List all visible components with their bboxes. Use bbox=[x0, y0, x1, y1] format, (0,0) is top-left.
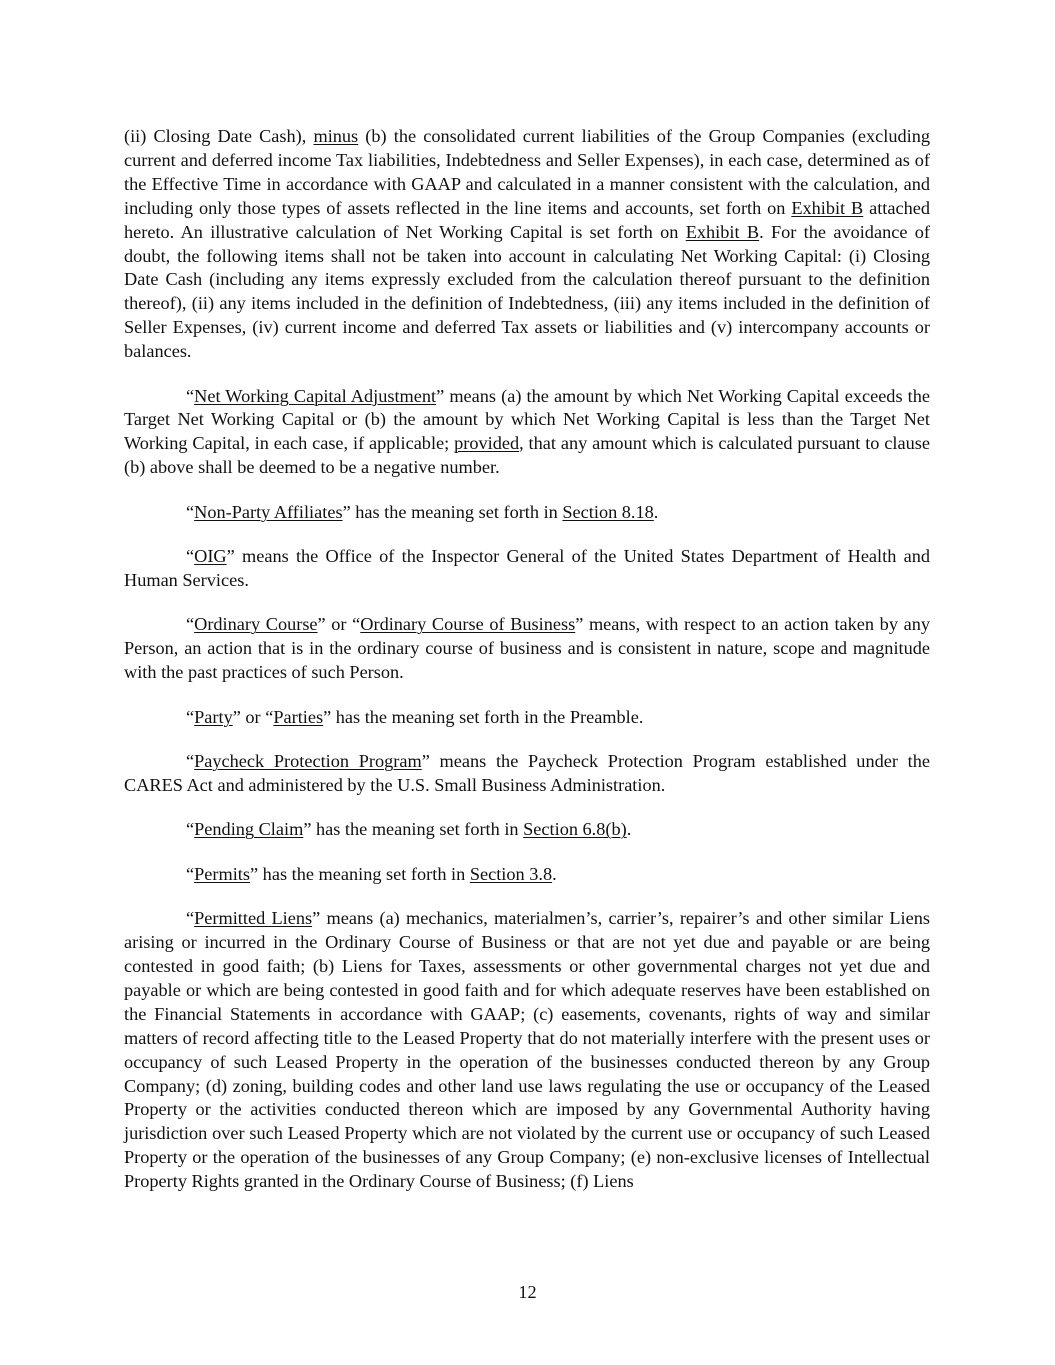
document-body bbox=[124, 125, 930, 1215]
definition-party: “Party” or “Parties” has the meaning set forth in the Preamble. bbox=[186, 706, 644, 727]
page-number: 12 bbox=[518, 1282, 537, 1302]
exhibit-reference: Exhibit B bbox=[685, 221, 760, 242]
defined-term: Paycheck Protection Program bbox=[194, 751, 422, 772]
section-reference: Section 3.8 bbox=[469, 863, 553, 884]
definition-pending-claim: “Pending Claim” has the meaning set forth in Section 6.8(b). bbox=[186, 819, 632, 840]
defined-term: Non-Party Affiliates bbox=[194, 501, 343, 522]
defined-term: Permitted Liens bbox=[194, 908, 313, 929]
definition-non-party-affiliates: “Non-Party Affiliates” has the meaning set forth in Section 8.18. bbox=[186, 501, 659, 522]
defined-term: Pending Claim bbox=[194, 819, 304, 840]
exhibit-reference: Exhibit B bbox=[791, 197, 864, 218]
definition-net-working-capital-adjustment: “Net Working Capital Adjustment” means (a) the amount by which Net Working Capital exceeds the Target Net Working Capital or (b) the amount by which Net Working Capital is less than the Target Net Working Capital, in each case, if applicable; provided, that any amount which is calculated pursuant to clause (b) above shall be deemed to be a negative number. bbox=[124, 385, 930, 478]
definition-paycheck-protection-program: “Paycheck Protection Program” means the Paycheck Protection Program established under the CARES Act and administered by the U.S. Small Business Administration. bbox=[124, 751, 930, 795]
defined-term: Net Working Capital Adjustment bbox=[194, 385, 437, 406]
defined-term: Parties bbox=[273, 706, 324, 727]
paragraph-nwc-continuation: (ii) Closing Date Cash), minus (b) the consolidated current liabilities of the Group Companies (excluding current and deferred income Tax liabilities, Indebtedness and Seller Expenses), in each case, determined as of the Effective Time in accordance with GAAP and calculated in a manner consistent with the calculation, and including only those types of assets reflected in the line items and accounts, set forth on Exhibit B attached hereto. An illustrative calculation of Net Working Capital is set forth on Exhibit B. For the avoidance of doubt, the following items shall not be taken into account in calculating Net Working Capital: (i) Closing Date Cash (including any items expressly excluded from the calculation thereof pursuant to the definition thereof), (ii) any items included in the definition of Indebtedness, (iii) any items included in the definition of Seller Expenses, (iv) current income and deferred Tax assets or liabilities and (v) intercompany accounts or balances. bbox=[124, 126, 931, 362]
defined-term: Party bbox=[194, 706, 233, 727]
section-reference: Section 8.18 bbox=[562, 501, 654, 522]
proviso-term: provided bbox=[454, 433, 520, 454]
defined-term: Permits bbox=[194, 863, 250, 884]
defined-term: Ordinary Course of Business bbox=[360, 614, 576, 635]
definition-ordinary-course: “Ordinary Course” or “Ordinary Course of Business” means, with respect to an action taken by any Person, an action that is in the ordinary course of business and is consistent in nature, scope and magnitude with the past practices of such Person. bbox=[124, 614, 930, 683]
definition-oig: “OIG” means the Office of the Inspector General of the United States Department of Health and Human Services. bbox=[124, 546, 930, 590]
defined-term: Ordinary Course bbox=[194, 614, 318, 635]
defined-term-underline: minus bbox=[313, 126, 359, 146]
definition-permitted-liens: “Permitted Liens” means (a) mechanics, materialmen’s, carrier’s, repairer’s and other similar Liens arising or incurred in the Ordinary Course of Business or that are not yet due and payable or are being contested in good faith; (b) Liens for Taxes, assessments or other governmental charges not yet due and payable or which are being contested in good faith and for which adequate reserves have been established on the Financial Statements in accordance with GAAP; (c) easements, covenants, rights of way and similar matters of record affecting title to the Leased Property that do not materially interfere with the present uses or occupancy of such Leased Property in the operation of the businesses conducted thereon by any Group Company; (d) zoning, building codes and other land use laws regulating the use or occupancy of the Leased Property or the activities conducted thereon which are imposed by any Governmental Authority having jurisdiction over such Leased Property which are not violated by the current use or occupancy of such Leased Property or the operation of the businesses of any Group Company; (e) non-exclusive licenses of Intellectual Property Rights granted in the Ordinary Course of Business; (f) Liens bbox=[124, 908, 930, 1192]
section-reference: Section 6.8(b) bbox=[523, 819, 627, 840]
defined-term: OIG bbox=[194, 546, 227, 567]
definition-permits: “Permits” has the meaning set forth in Section 3.8. bbox=[186, 863, 557, 884]
